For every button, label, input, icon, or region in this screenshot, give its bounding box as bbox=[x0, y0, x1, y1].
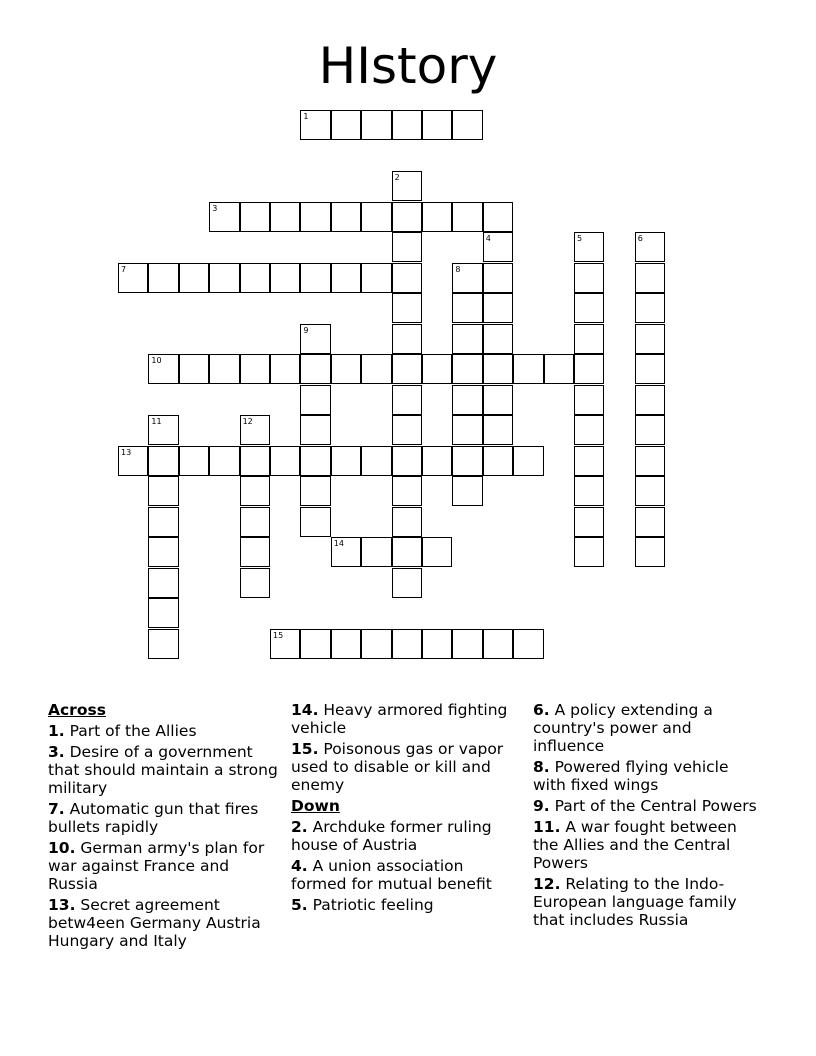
clue-down-12: 12. Relating to the Indo-European language family that includes Russia bbox=[533, 875, 737, 929]
clues-column-2 bbox=[291, 701, 523, 917]
grid-cell[interactable] bbox=[483, 232, 513, 262]
grid-cell[interactable] bbox=[483, 415, 513, 445]
clue-down-8: 8. Powered flying vehicle with fixed wings bbox=[533, 758, 729, 794]
grid-cell[interactable] bbox=[331, 629, 361, 659]
grid-cell[interactable] bbox=[361, 202, 391, 232]
grid-cell[interactable] bbox=[392, 446, 422, 476]
grid-cell[interactable] bbox=[452, 476, 482, 506]
grid-cell[interactable] bbox=[300, 263, 330, 293]
grid-cell[interactable] bbox=[270, 354, 300, 384]
grid-cell[interactable] bbox=[574, 385, 604, 415]
grid-cell[interactable] bbox=[300, 110, 330, 140]
cell-number: 6 bbox=[637, 234, 643, 243]
grid-cell[interactable] bbox=[361, 263, 391, 293]
grid-cell[interactable] bbox=[148, 354, 178, 384]
grid-cell[interactable] bbox=[574, 324, 604, 354]
down-heading: Down bbox=[291, 797, 340, 815]
grid-cell[interactable] bbox=[148, 415, 178, 445]
grid-cell[interactable] bbox=[392, 324, 422, 354]
grid-cell[interactable] bbox=[574, 263, 604, 293]
cell-number: 13 bbox=[121, 447, 132, 457]
clue-across-3: 3. Desire of a government that should maintain a strong military bbox=[48, 743, 278, 797]
cell-number: 3 bbox=[212, 203, 218, 213]
grid-cell[interactable] bbox=[148, 446, 178, 476]
grid-cell[interactable] bbox=[392, 507, 422, 537]
grid-cell[interactable] bbox=[452, 385, 482, 415]
grid-cell[interactable] bbox=[361, 537, 391, 567]
grid-cell[interactable] bbox=[361, 446, 391, 476]
grid-cell[interactable] bbox=[331, 110, 361, 140]
grid-cell[interactable] bbox=[300, 415, 330, 445]
grid-cell[interactable] bbox=[452, 415, 482, 445]
grid-cell[interactable] bbox=[331, 202, 361, 232]
clue-across-13: 13. Secret agreement betw4een Germany Austria Hungary and Italy bbox=[48, 896, 261, 950]
grid-cell[interactable] bbox=[361, 629, 391, 659]
grid-cell[interactable] bbox=[118, 446, 148, 476]
grid-cell[interactable] bbox=[422, 202, 452, 232]
grid-cell[interactable] bbox=[240, 507, 270, 537]
grid-cell[interactable] bbox=[392, 476, 422, 506]
grid-cell[interactable] bbox=[300, 476, 330, 506]
cell-number: 11 bbox=[151, 417, 162, 426]
grid-cell[interactable] bbox=[300, 629, 330, 659]
grid-cell[interactable] bbox=[635, 232, 665, 262]
cell-number: 5 bbox=[577, 234, 583, 243]
grid-cell[interactable] bbox=[483, 263, 513, 293]
grid-cell[interactable] bbox=[452, 293, 482, 323]
grid-cell[interactable] bbox=[483, 293, 513, 323]
grid-cell[interactable] bbox=[392, 171, 422, 201]
cell-number: 7 bbox=[121, 264, 127, 274]
grid-cell[interactable] bbox=[240, 476, 270, 506]
clue-down-9: 9. Part of the Central Powers bbox=[533, 797, 757, 815]
cell-number: 4 bbox=[485, 234, 491, 243]
grid-cell[interactable] bbox=[270, 629, 300, 659]
grid-cell[interactable] bbox=[331, 354, 361, 384]
grid-cell[interactable] bbox=[422, 537, 452, 567]
cell-number: 12 bbox=[242, 417, 253, 426]
grid-cell[interactable] bbox=[483, 446, 513, 476]
grid-cell[interactable] bbox=[635, 324, 665, 354]
grid-cell[interactable] bbox=[240, 202, 270, 232]
grid-cell[interactable] bbox=[118, 263, 148, 293]
grid-cell[interactable] bbox=[148, 629, 178, 659]
grid-cell[interactable] bbox=[544, 354, 574, 384]
cell-number: 2 bbox=[394, 173, 400, 182]
grid-cell[interactable] bbox=[483, 629, 513, 659]
grid-cell[interactable] bbox=[422, 110, 452, 140]
grid-cell[interactable] bbox=[240, 415, 270, 445]
grid-cell[interactable] bbox=[148, 568, 178, 598]
grid-cell[interactable] bbox=[452, 446, 482, 476]
grid-cell[interactable] bbox=[574, 507, 604, 537]
grid-cell[interactable] bbox=[574, 476, 604, 506]
grid-cell[interactable] bbox=[452, 354, 482, 384]
grid-cell[interactable] bbox=[483, 385, 513, 415]
grid-cell[interactable] bbox=[240, 263, 270, 293]
grid-cell[interactable] bbox=[452, 629, 482, 659]
grid-cell[interactable] bbox=[331, 446, 361, 476]
grid-cell[interactable] bbox=[209, 446, 239, 476]
grid-cell[interactable] bbox=[574, 232, 604, 262]
grid-cell[interactable] bbox=[513, 354, 543, 384]
grid-cell[interactable] bbox=[483, 202, 513, 232]
grid-cell[interactable] bbox=[148, 537, 178, 567]
grid-cell[interactable] bbox=[452, 263, 482, 293]
grid-cell[interactable] bbox=[483, 354, 513, 384]
grid-cell[interactable] bbox=[392, 537, 422, 567]
clues-column-3 bbox=[533, 701, 765, 932]
grid-cell[interactable] bbox=[331, 263, 361, 293]
grid-cell[interactable] bbox=[635, 263, 665, 293]
grid-cell[interactable] bbox=[513, 446, 543, 476]
grid-cell[interactable] bbox=[209, 202, 239, 232]
clue-down-5: 5. Patriotic feeling bbox=[291, 896, 434, 914]
grid-cell[interactable] bbox=[392, 629, 422, 659]
grid-cell[interactable] bbox=[452, 202, 482, 232]
grid-cell[interactable] bbox=[179, 263, 209, 293]
grid-cell[interactable] bbox=[422, 446, 452, 476]
cell-number: 9 bbox=[303, 325, 309, 335]
grid-cell[interactable] bbox=[635, 476, 665, 506]
grid-cell[interactable] bbox=[240, 354, 270, 384]
grid-cell[interactable] bbox=[422, 354, 452, 384]
grid-cell[interactable] bbox=[635, 537, 665, 567]
grid-cell[interactable] bbox=[148, 263, 178, 293]
grid-cell[interactable] bbox=[392, 293, 422, 323]
clue-across-1: 1. Part of the Allies bbox=[48, 722, 197, 740]
grid-cell[interactable] bbox=[179, 354, 209, 384]
grid-cell[interactable] bbox=[452, 110, 482, 140]
grid-cell[interactable] bbox=[635, 446, 665, 476]
grid-cell[interactable] bbox=[574, 293, 604, 323]
grid-cell[interactable] bbox=[300, 507, 330, 537]
clues-column-1 bbox=[48, 701, 280, 953]
grid-cell[interactable] bbox=[635, 415, 665, 445]
grid-cell[interactable] bbox=[513, 629, 543, 659]
grid-cell[interactable] bbox=[392, 263, 422, 293]
grid-cell[interactable] bbox=[635, 507, 665, 537]
grid-cell[interactable] bbox=[483, 324, 513, 354]
grid-cell[interactable] bbox=[361, 110, 391, 140]
cell-number: 15 bbox=[273, 630, 284, 640]
grid-cell[interactable] bbox=[392, 354, 422, 384]
clue-down-6: 6. A policy extending a country's power and influence bbox=[533, 701, 713, 755]
grid-cell[interactable] bbox=[392, 568, 422, 598]
grid-cell[interactable] bbox=[331, 537, 361, 567]
clue-across-10: 10. German army's plan for war against France and Russia bbox=[48, 839, 265, 893]
clue-across-14: 14. Heavy armored fighting vehicle bbox=[291, 701, 508, 737]
grid-cell[interactable] bbox=[635, 385, 665, 415]
grid-cell[interactable] bbox=[300, 446, 330, 476]
clue-down-11: 11. A war fought between the Allies and the Central Powers bbox=[533, 818, 737, 872]
grid-cell[interactable] bbox=[392, 385, 422, 415]
grid-cell[interactable] bbox=[240, 537, 270, 567]
grid-cell[interactable] bbox=[635, 293, 665, 323]
grid-cell[interactable] bbox=[361, 354, 391, 384]
grid-cell[interactable] bbox=[270, 202, 300, 232]
grid-cell[interactable] bbox=[392, 232, 422, 262]
cell-number: 14 bbox=[333, 539, 344, 548]
grid-cell[interactable] bbox=[209, 354, 239, 384]
grid-cell[interactable] bbox=[148, 507, 178, 537]
grid-cell[interactable] bbox=[270, 263, 300, 293]
cell-number: 10 bbox=[151, 356, 162, 365]
grid-cell[interactable] bbox=[179, 446, 209, 476]
grid-cell[interactable] bbox=[300, 202, 330, 232]
grid-cell[interactable] bbox=[422, 629, 452, 659]
clue-down-2: 2. Archduke former ruling house of Austria bbox=[291, 818, 492, 854]
grid-cell[interactable] bbox=[574, 537, 604, 567]
grid-cell[interactable] bbox=[635, 354, 665, 384]
cell-number: 8 bbox=[455, 264, 461, 274]
across-heading: Across bbox=[48, 701, 106, 719]
grid-cell[interactable] bbox=[452, 324, 482, 354]
grid-cell[interactable] bbox=[392, 415, 422, 445]
grid-cell[interactable] bbox=[270, 446, 300, 476]
grid-cell[interactable] bbox=[392, 110, 422, 140]
grid-cell[interactable] bbox=[300, 324, 330, 354]
puzzle-title: HIstory bbox=[318, 37, 498, 95]
grid-cell[interactable] bbox=[300, 354, 330, 384]
clue-across-7: 7. Automatic gun that fires bullets rapidly bbox=[48, 800, 259, 836]
grid-cell[interactable] bbox=[574, 415, 604, 445]
cell-number: 1 bbox=[303, 112, 309, 121]
grid-cell[interactable] bbox=[240, 446, 270, 476]
grid-cell[interactable] bbox=[574, 354, 604, 384]
grid-cell[interactable] bbox=[148, 476, 178, 506]
grid-cell[interactable] bbox=[240, 568, 270, 598]
grid-cell[interactable] bbox=[209, 263, 239, 293]
clue-across-15: 15. Poisonous gas or vapor used to disable or kill and enemy bbox=[291, 740, 504, 794]
clue-down-4: 4. A union association formed for mutual benefit bbox=[291, 857, 492, 893]
grid-cell[interactable] bbox=[574, 446, 604, 476]
grid-cell[interactable] bbox=[148, 598, 178, 628]
grid-cell[interactable] bbox=[300, 385, 330, 415]
grid-cell[interactable] bbox=[392, 202, 422, 232]
